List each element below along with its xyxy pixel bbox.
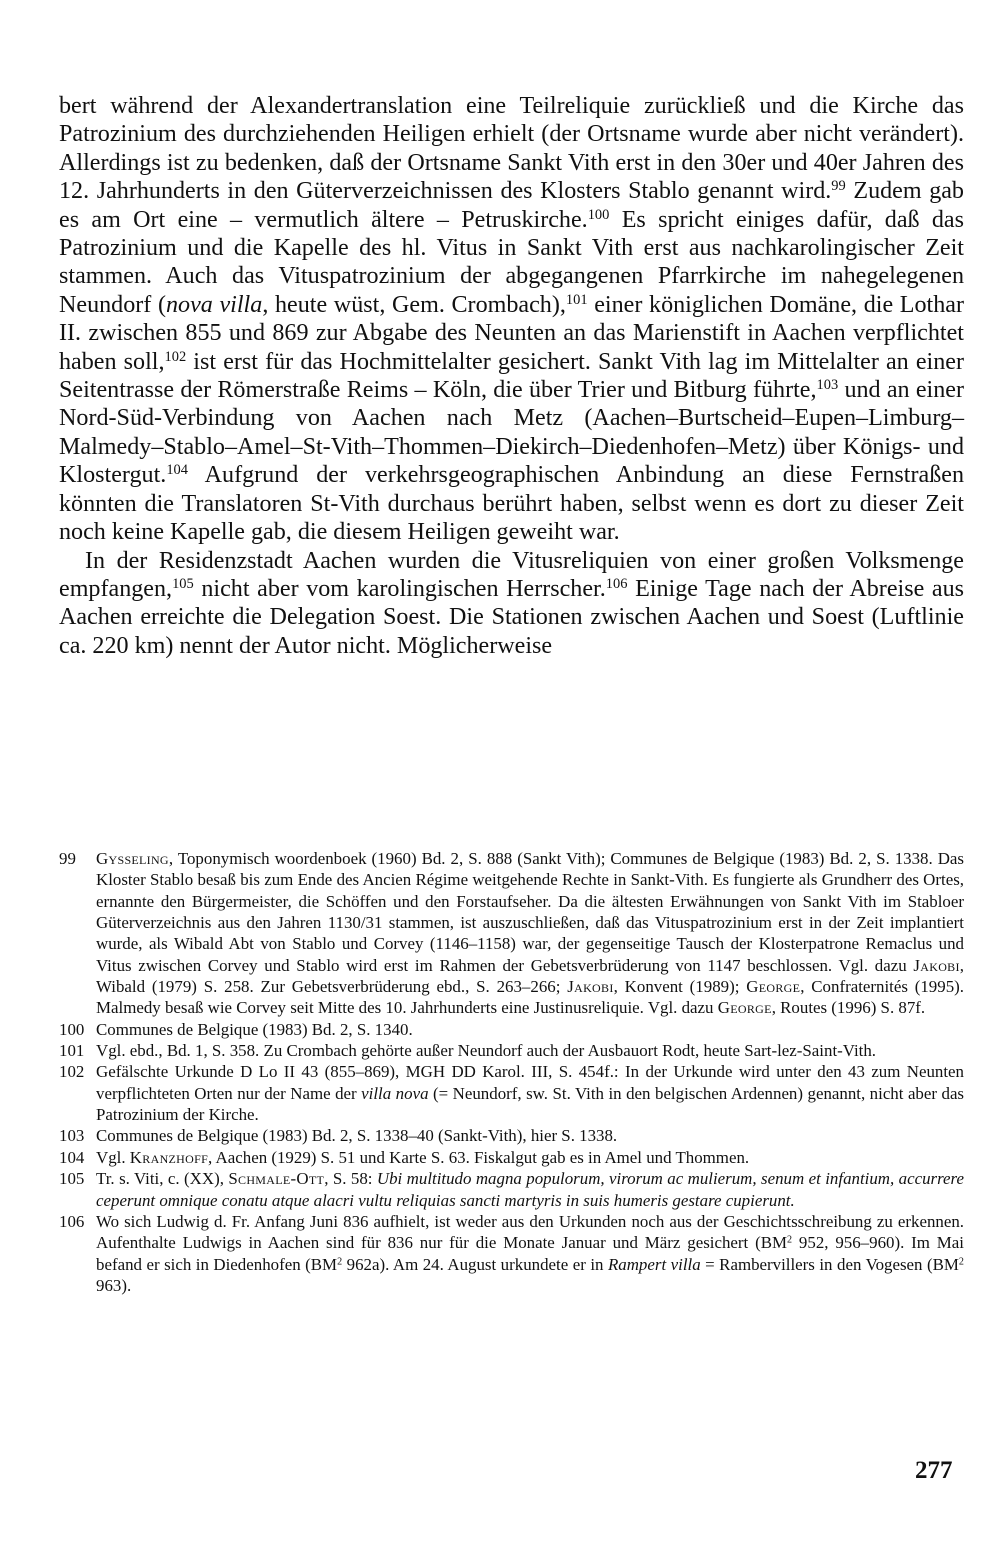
footnote-text: Communes de Belgique (1983) Bd. 2, S. 1340. bbox=[96, 1019, 413, 1039]
footnote-103 bbox=[59, 1125, 964, 1146]
italic-text: nova villa bbox=[166, 291, 263, 318]
page-number: 277 bbox=[915, 1457, 953, 1484]
author-name: Jakobi bbox=[567, 977, 614, 997]
text: , Konvent (1989); bbox=[613, 977, 747, 997]
footnote-number: 102 bbox=[59, 1062, 85, 1082]
footnote-ref-104[interactable]: 104 bbox=[166, 462, 188, 479]
footnote-ref-103[interactable]: 103 bbox=[816, 377, 839, 394]
footnote-ref-105[interactable]: 105 bbox=[172, 575, 194, 592]
text: , Routes (1996) S. 87f. bbox=[771, 998, 926, 1018]
author-name: George bbox=[746, 977, 801, 997]
footnote-ref-106[interactable]: 106 bbox=[605, 575, 628, 592]
footnote-number: 100 bbox=[59, 1019, 85, 1039]
text: (= Neundorf, sw. St. Vith in den belgischen Ardennen) genannt, nicht aber das Patrozinium der Kirche. bbox=[96, 1083, 965, 1125]
italic-text: Rampert villa bbox=[607, 1254, 701, 1274]
text: 962a). Am 24. August urkundete er in bbox=[342, 1254, 608, 1274]
author-name: Gysseling bbox=[96, 849, 169, 868]
text: , Wibald (1979) S. 258. Zur Gebetsverbrüderung ebd., S. 263–266; bbox=[96, 955, 964, 997]
main-text bbox=[59, 92, 964, 660]
footnote-104 bbox=[59, 1147, 964, 1168]
text: , Toponymisch woordenboek (1960) Bd. 2, S. 888 (Sankt Vith); Communes de Belgique (1983) Bd. 2, S. 1338. Das Kloster Stablo besaß bis zum Ende des Ancien Régime weitgehende Rechte in Sankt-Vith. Es fungierte als Grundherr des Ortes, ernannte den Bürgermeister, die Schöffen und den Forstaufseher. Da die ältesten Erwähnungen von Sankt Vith im Stabloer Güterverzeichnis aus den Jahren 1130/31 stammen, ist auszuschließen, daß das Vituspatrozinium erst in der Zeit implantiert wurde, als Wibald Abt von Stablo und Corvey (1146–1158) war, der gegenseitige Tausch der Klosterpatrone Remaclus und Vitus zwischen Corvey und Stablo wird erst im Rahmen der Gebetsverbrüderung von 1147 beschlossen. Vgl. dazu bbox=[96, 849, 964, 975]
text: Einige Tage nach der Abreise aus Aachen erreichte die Delegation Soest. Die Stationen zwischen Aachen und Soest (Luftlinie ca. 220 km) nennt der Autor nicht. Möglicherweise bbox=[59, 575, 965, 659]
footnote-text bbox=[96, 848, 964, 1019]
text: = Rambervillers in den Vogesen (BM bbox=[700, 1254, 959, 1274]
italic-text: Ubi multitudo magna populorum, virorum ac mulierum, senum et infantium, accurrere ceperunt omnique conatu atque alacri vultu reliquias sancti martyris in suis humeris gestare cupierunt. bbox=[96, 1169, 964, 1210]
footnote-number: 105 bbox=[59, 1169, 85, 1189]
superscript: 2 bbox=[958, 1255, 964, 1267]
text: , S. 58: bbox=[324, 1169, 377, 1189]
text: ist erst für das Hochmittelalter gesichert. Sankt Vith lag im Mittelalter an einer Seitentrasse der Römerstraße Reims – Köln, die über Trier und Bitburg führte, bbox=[59, 348, 965, 404]
text: Es spricht einiges dafür, daß das Patrozinium und die Kapelle des hl. Vitus in Sankt Vith erst aus nachkarolingischer Zeit stammen. Auch das Vituspatrozinium der abgegangenen Pfarrkirche im nahegelegenen Neundorf ( bbox=[59, 206, 964, 318]
text: , Aachen (1929) S. 51 und Karte S. 63. Fiskalgut gab es in Amel und Thommen. bbox=[208, 1147, 750, 1167]
text: Vgl. bbox=[96, 1147, 130, 1167]
footnote-text: Communes de Belgique (1983) Bd. 2, S. 1338–40 (Sankt-Vith), hier S. 1338. bbox=[96, 1126, 618, 1146]
footnote-ref-102[interactable]: 102 bbox=[164, 348, 187, 365]
text: , Confraternités (1995). Malmedy besaß wie Corvey seit Mitte des 10. Jahrhunderts eine Justinusreliquie. Vgl. dazu bbox=[96, 977, 964, 1018]
author-name: George bbox=[717, 998, 772, 1018]
superscript: 2 bbox=[787, 1234, 793, 1246]
footnote-ref-99[interactable]: 99 bbox=[831, 178, 846, 195]
text: In der Residenzstadt Aachen wurden die Vitusreliquien von einer großen Volksmenge empfangen, bbox=[59, 547, 964, 602]
author-name: Jakobi bbox=[913, 955, 960, 975]
footnote-ref-101[interactable]: 101 bbox=[565, 291, 588, 308]
footnote-106 bbox=[59, 1211, 964, 1296]
footnote-text: Vgl. ebd., Bd. 1, S. 358. Zu Crombach gehörte außer Neundorf auch der Ausbauort Rodt, heute Sart-lez-Saint-Vith. bbox=[96, 1041, 876, 1061]
footnote-105 bbox=[59, 1168, 964, 1211]
footnote-number: 103 bbox=[59, 1126, 85, 1146]
footnote-number: 104 bbox=[59, 1147, 85, 1167]
footnotes bbox=[59, 848, 964, 1296]
text: 952, 956–960). Im Mai befand er sich in Diedenhofen (BM bbox=[96, 1233, 964, 1274]
footnote-number: 99 bbox=[59, 849, 76, 868]
author-name: Kranzhoff bbox=[129, 1147, 209, 1167]
text: bert während der Alexandertranslation eine Teilreliquie zurückließ und die Kirche das Patrozinium des durchziehenden Heiligen erhielt (der Ortsname wurde aber nicht verändert). Allerdings ist zu bedenken, daß der Ortsname Sankt Vith erst in den 30er und 40er Jahren des 12. Jahrhunderts in den Güterverzeichnissen des Klosters Stablo genannt wird. bbox=[59, 93, 964, 205]
footnote-text bbox=[96, 1147, 964, 1168]
text: Wo sich Ludwig d. Fr. Anfang Juni 836 aufhielt, ist weder aus den Urkunden noch aus der Geschichtsschreibung zu erkennen. Aufenthalte Ludwigs in Aachen sind für 836 nur für die Monate Januar und März gesichert (BM bbox=[96, 1211, 964, 1253]
footnote-number: 101 bbox=[59, 1041, 85, 1061]
footnote-ref-100[interactable]: 100 bbox=[587, 206, 610, 223]
footnote-102 bbox=[59, 1061, 964, 1125]
text: Aufgrund der verkehrsgeographischen Anbindung an diese Fernstraßen könnten die Translatoren St-Vith durchaus berührt haben, selbst wenn es dort zu dieser Zeit noch keine Kapelle gab, die diesem Heiligen geweiht war. bbox=[59, 462, 964, 546]
text: und an einer Nord-Süd-Verbindung von Aachen nach Metz (Aachen–Burtscheid–Eupen–Limburg–Malmedy–Stablo–Amel–St-Vith–Thommen–Diekirch–Diedenhofen–Metz) über Königs- und Klostergut. bbox=[59, 377, 964, 489]
author-name: Schmale-Ott bbox=[228, 1169, 325, 1189]
text: 963). bbox=[96, 1275, 132, 1295]
footnote-99 bbox=[59, 848, 964, 1019]
text: einer königlichen Domäne, die Lothar II. zwischen 855 und 869 zur Abgabe des Neunten an das Marienstift in Aachen verpflichtet haben soll, bbox=[59, 291, 965, 375]
text: nicht aber vom karolingischen Herrscher. bbox=[193, 575, 606, 602]
footnote-101 bbox=[59, 1040, 964, 1061]
footnote-number: 106 bbox=[59, 1211, 85, 1231]
text: Tr. s. Viti, c. (XX), bbox=[96, 1169, 229, 1189]
paragraph-1 bbox=[59, 92, 964, 547]
paragraph-2 bbox=[59, 547, 964, 661]
footnote-100 bbox=[59, 1019, 964, 1040]
text: Zudem gab es am Ort eine – vermutlich ältere – Petruskirche. bbox=[59, 178, 964, 233]
superscript: 2 bbox=[337, 1255, 343, 1267]
footnote-text bbox=[96, 1061, 964, 1125]
text: , heute wüst, Gem. Crombach), bbox=[262, 291, 566, 318]
footnote-text bbox=[96, 1168, 964, 1211]
footnote-text bbox=[96, 1211, 964, 1296]
italic-text: villa nova bbox=[361, 1083, 429, 1103]
text: Gefälschte Urkunde D Lo II 43 (855–869), MGH DD Karol. III, S. 454f.: In der Urkunde wird unter den 43 zum Neunten verpflichteten Orten nur der Name der bbox=[96, 1062, 964, 1103]
